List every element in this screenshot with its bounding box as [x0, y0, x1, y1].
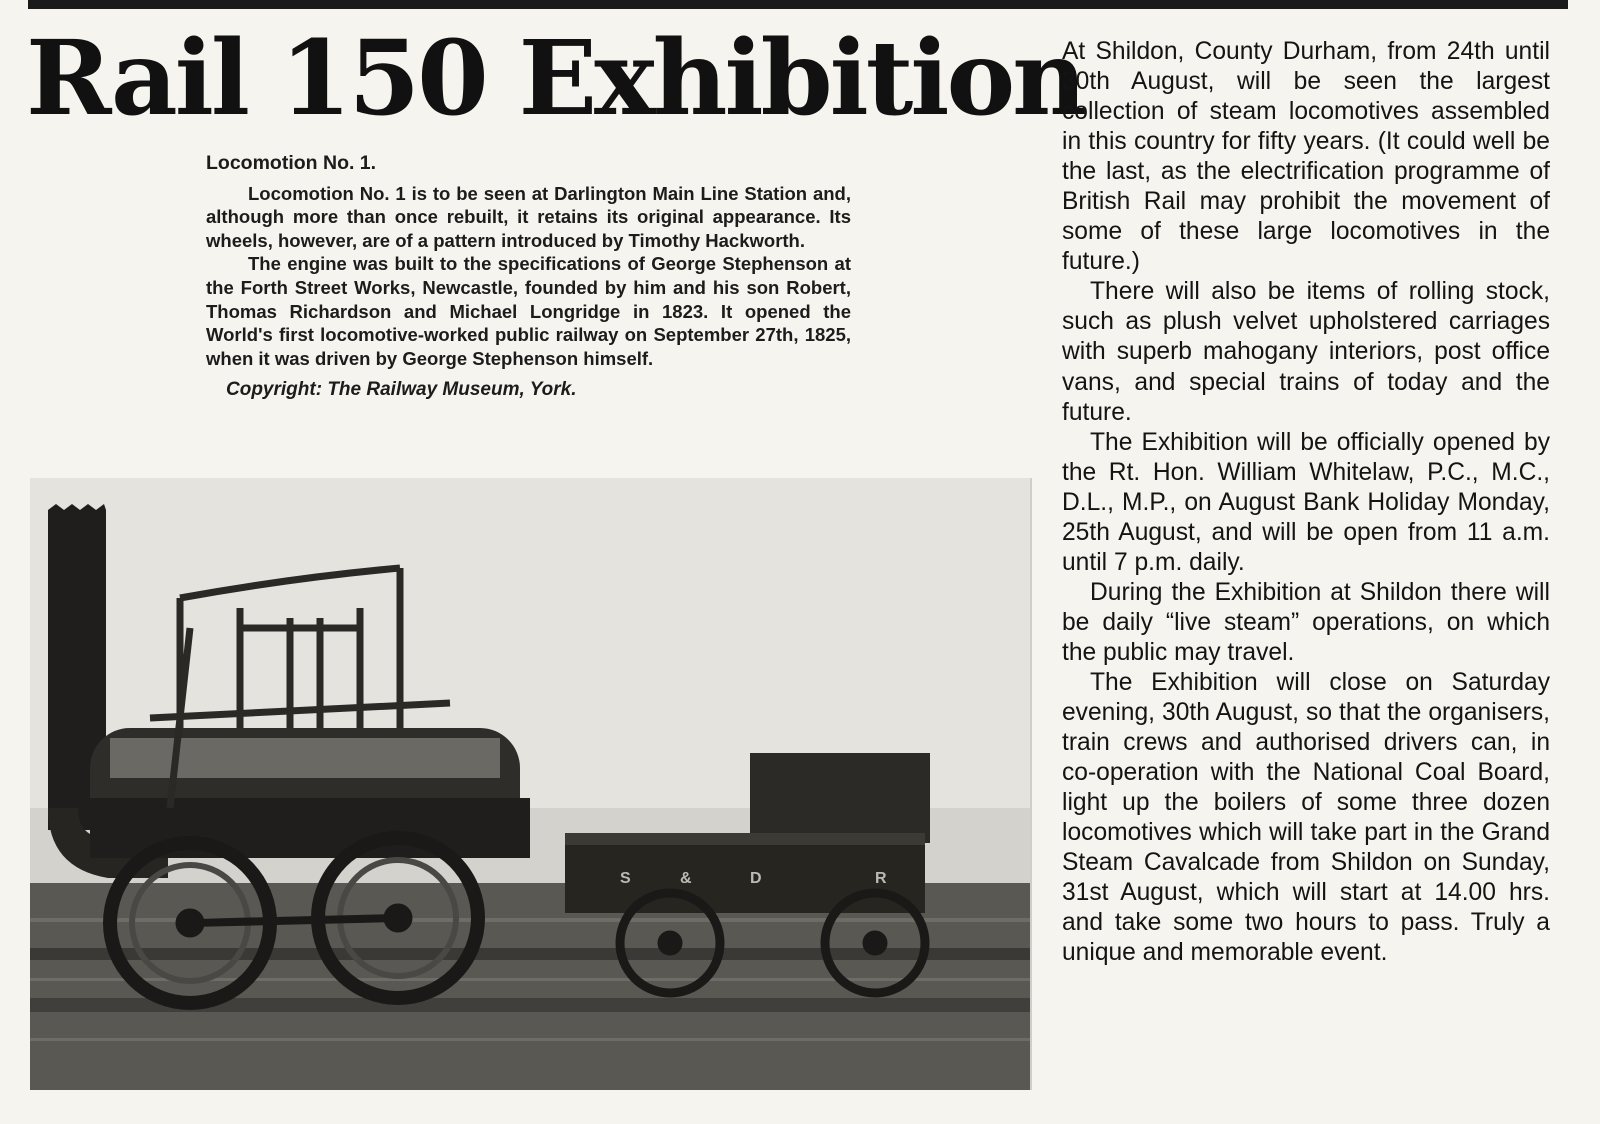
article-paragraph: At Shildon, County Durham, from 24th until 30th August, will be seen the largest collection of steam locomotives assembled in this country for fifty years. (It could well be the last, as the electrification programme of British Rail may prohibit the movement of some of these large locomotives in the future.)	[1062, 38, 1550, 276]
article-paragraph: The Exhibition will be officially opened by the Rt. Hon. William Whitelaw, P.C., M.C., D.L., M.P., on August Bank Holiday Monday, 25th August, and will be open from 11 a.m. until 7 p.m. daily.	[1062, 428, 1550, 576]
locomotive-photo	[30, 478, 1032, 1090]
photo-credit: Copyright: The Railway Museum, York.	[226, 379, 577, 401]
locomotion-no1-illustration	[30, 478, 1030, 1090]
wagon-letter: R	[875, 870, 887, 887]
caption-title: Locomotion No. 1.	[206, 152, 377, 174]
wagon-letter: &	[680, 870, 692, 887]
caption-paragraph: The engine was built to the specifications of George Stephenson at the Forth Street Works, Newcastle, founded by him and his son Robert, Thomas Richardson and Michael Longridge in 1823. It opened the World's first locomotive-worked public railway on September 27th, 1825, when it was driven by George Stephenson himself.	[206, 253, 851, 369]
article-paragraph: The Exhibition will close on Saturday evening, 30th August, so that the organisers, train crews and authorised drivers can, in co-operation with the National Coal Board, light up the boilers of some three dozen locomotives which will take part in the Grand Steam Cavalcade from Shildon on Sunday, 31st August, which will start at 14.00 hrs. and take some two hours to pass. Truly a unique and memorable event.	[1062, 668, 1550, 967]
article-text	[1062, 37, 1550, 968]
top-rule	[28, 0, 1568, 9]
article-paragraph: There will also be items of rolling stock, such as plush velvet upholstered carriages with superb mahogany interiors, post office vans, and special trains of today and the future.	[1062, 278, 1550, 426]
caption-paragraph: Locomotion No. 1 is to be seen at Darlington Main Line Station and, although more than once rebuilt, it retains its original appearance. Its wheels, however, are of a pattern introduced by Timothy Hackworth.	[206, 182, 851, 251]
article-paragraph: During the Exhibition at Shildon there will be daily “live steam” operations, on which the public may travel.	[1062, 578, 1550, 666]
headline: Rail 150 Exhibition	[26, 18, 1085, 139]
photo-caption	[206, 152, 851, 402]
wagon-letter: D	[750, 870, 762, 887]
wagon-letter: S	[620, 870, 631, 887]
